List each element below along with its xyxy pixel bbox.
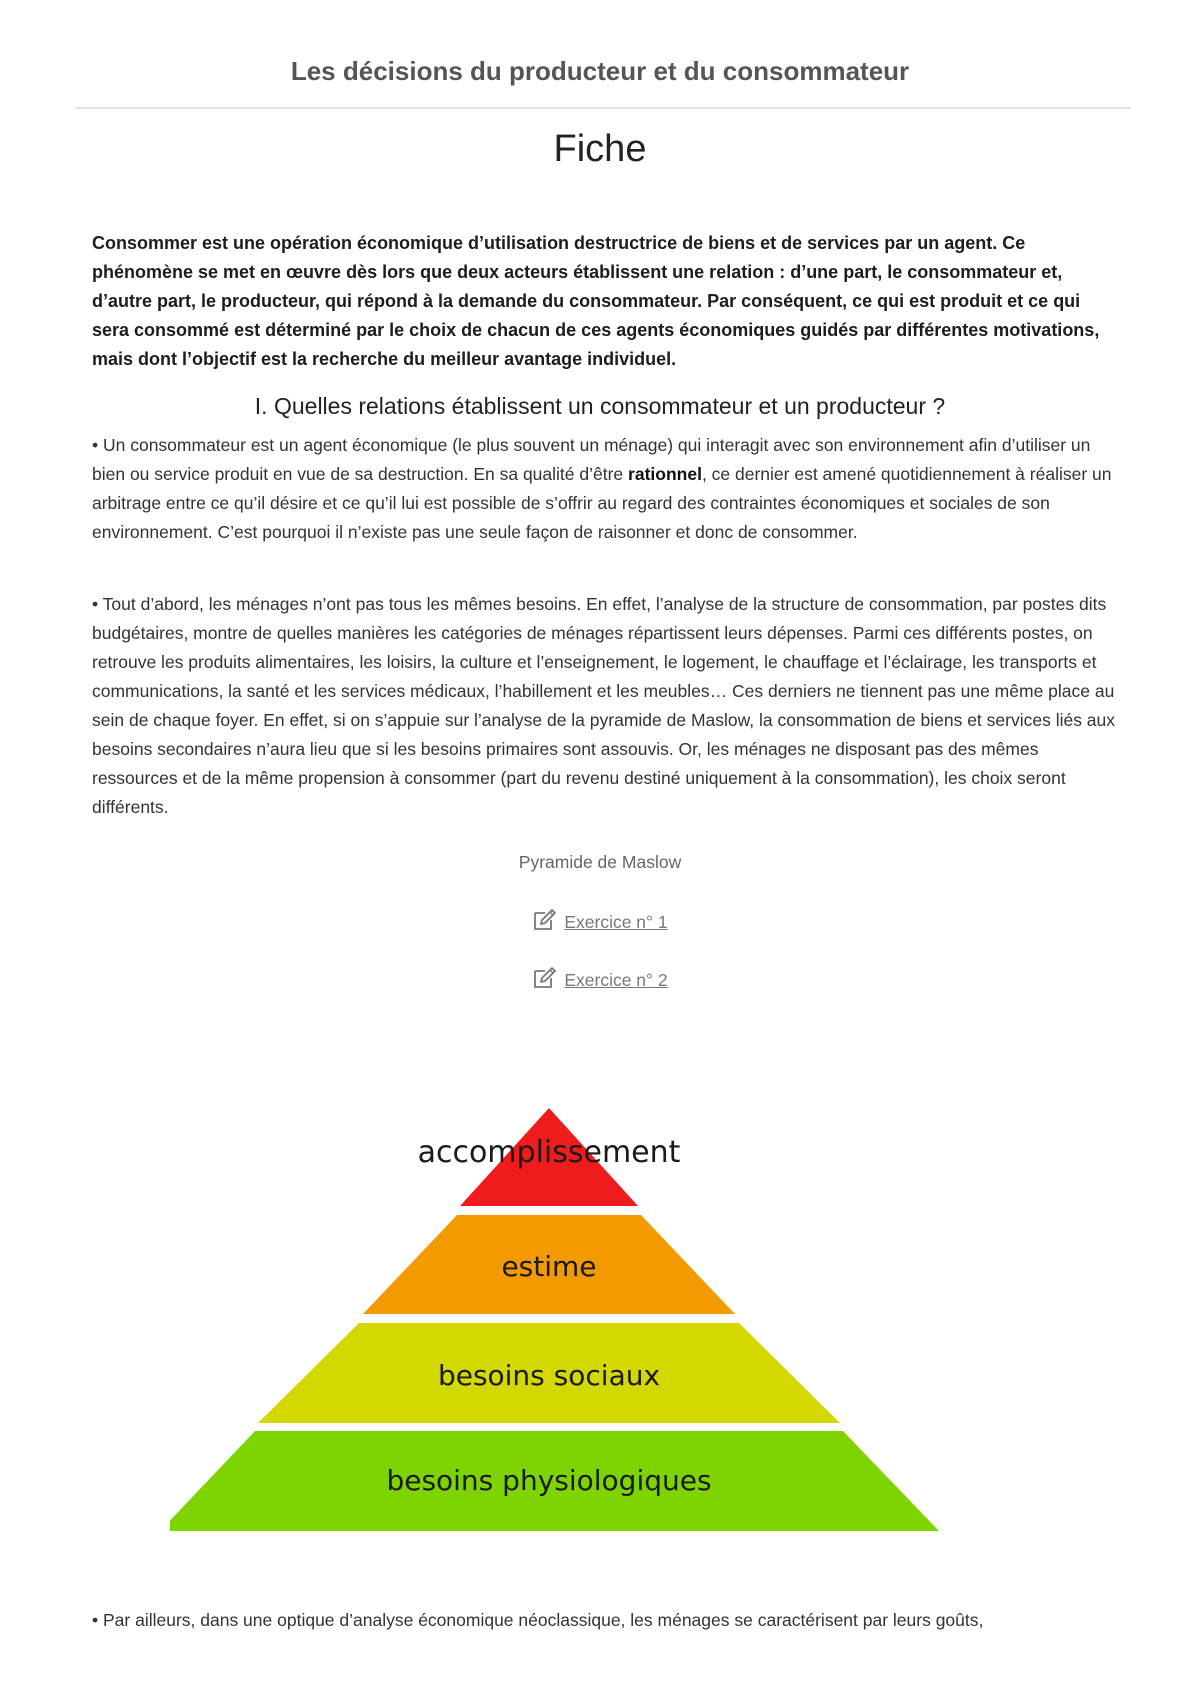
paragraph-household-needs: • Tout d’abord, les ménages n’ont pas tous les mêmes besoins. En effet, l’analyse de la structure de consommation, par postes dits budgétaires, montre de quelles manières les catégories de ménages répartissent leurs dépenses. Parmi ces différents postes, on retrouve les produits alimentaires, les loisirs, la culture et l’enseignement, le logement, le chauffage et l’éclairage, les transports et communications, la santé et les services médicaux, l’habillement et les meubles… Ces derniers ne tiennent pas une même place au sein de chaque foyer. En effet, si on s’appuie sur l’analyse de la pyramide de Maslow, la consommation de biens et services liés aux besoins secondaires n’aura lieu que si les besoins primaires sont assouvis. Or, les ménages ne disposant pas des mêmes ressources et de la même propension à consommer (part du revenu destiné uniquement à la consommation), les choix seront différents. [92, 594, 1116, 817]
document-header-title: Les décisions du producteur et du consommateur [290, 56, 910, 86]
figure-caption: Pyramide de Maslow [518, 852, 682, 872]
page-title: Fiche [553, 128, 647, 170]
paragraph-consumer-definition [92, 431, 1120, 547]
bold-term: rationnel [628, 464, 702, 484]
pyramid-label-besoins-physiologiques: besoins physiologiques [386, 1464, 712, 1497]
paragraph-neoclassical: • Par ailleurs, dans une optique d’analyse économique néoclassique, les ménages se caractérisent par leurs goûts, [92, 1610, 984, 1630]
section-heading: I. Quelles relations établissent un consommateur et un producteur ? [254, 393, 946, 419]
edit-icon [532, 966, 558, 995]
maslow-pyramid [170, 1100, 950, 1540]
paragraph-text: , ce dernier est amené quotidiennement à réaliser un arbitrage entre ce qu’il désire et ce qu’il lui est possible de s’offrir au regard des contraintes économiques et sociales de son environnement. C’est pourquoi il n’existe pas une seule façon de raisonner et donc de consommer. [92, 464, 1112, 542]
exercise-link-2[interactable] [0, 966, 1200, 995]
exercise-link-label[interactable]: Exercice n° 1 [564, 912, 668, 932]
pyramid-label-besoins-sociaux: besoins sociaux [437, 1359, 661, 1392]
intro-paragraph: Consommer est une opération économique d’utilisation destructrice de biens et de services par un agent. Ce phénomène se met en œuvre dès lors que deux acteurs établissent une relation : d’une part, le consommateur et, d’autre part, le producteur, qui répond à la demande du consommateur. Par conséquent, ce qui est produit et ce qui sera consommé est déterminé par le choix de chacun de ces agents économiques guidés par différentes motivations, mais dont l’objectif est la recherche du meilleur avantage individuel. [92, 233, 1100, 369]
header-divider [76, 107, 1131, 109]
paragraph-text: • Un consommateur est un agent économique (le plus souvent un ménage) qui interagit avec son environnement afin d’utiliser un bien ou service produit en vue de sa destruction. En sa qualité d’être [92, 435, 1091, 484]
exercise-link-1[interactable] [0, 908, 1200, 937]
edit-icon [532, 908, 558, 937]
exercise-link-label[interactable]: Exercice n° 2 [564, 970, 668, 990]
pyramid-label-estime: estime [501, 1250, 597, 1283]
pyramid-label-accomplissement: accomplissement [417, 1135, 681, 1170]
